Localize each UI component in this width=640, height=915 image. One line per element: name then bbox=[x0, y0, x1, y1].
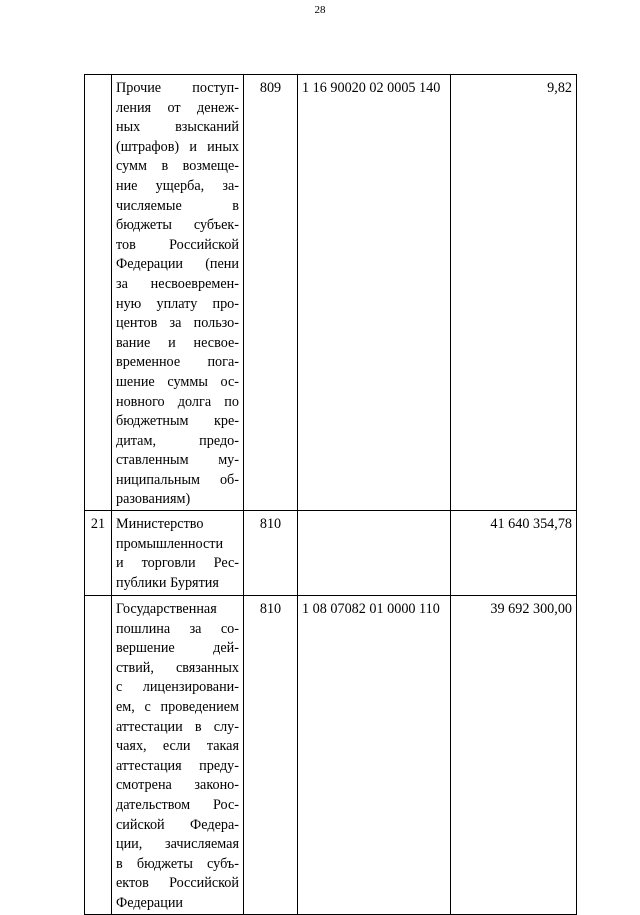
name-line: публики Бурятия bbox=[116, 574, 219, 591]
amount-cell: 9,82 bbox=[451, 75, 577, 511]
name-line: аттестация преду- bbox=[116, 757, 239, 774]
budget-code-cell: 1 16 90020 02 0005 140 bbox=[298, 75, 451, 511]
name-line: числяемые в bbox=[116, 197, 239, 214]
name-line: аттестации в слу- bbox=[116, 718, 239, 735]
name-line: ствий, связанных bbox=[116, 659, 239, 676]
name-line: новного долга по bbox=[116, 393, 239, 410]
name-line: дитам, предо- bbox=[116, 432, 239, 449]
budget-code-cell bbox=[298, 511, 451, 596]
budget-code-cell: 1 08 07082 01 0000 110 bbox=[298, 596, 451, 915]
revenue-name-cell bbox=[112, 596, 244, 915]
name-line: разованиям) bbox=[116, 491, 191, 508]
name-line: ления от денеж- bbox=[116, 99, 239, 116]
name-line: Государственная bbox=[116, 601, 217, 618]
name-line: чаях, если такая bbox=[116, 738, 239, 755]
name-line: Министерство bbox=[116, 516, 204, 533]
admin-code-cell: 810 bbox=[244, 511, 298, 596]
name-line: вершение дей- bbox=[116, 640, 239, 657]
name-line: за несвоевремен- bbox=[116, 275, 239, 292]
name-line: ных взысканий bbox=[116, 119, 239, 136]
name-line: ную уплату про- bbox=[116, 295, 239, 312]
page-number: 28 bbox=[314, 4, 326, 16]
amount-cell: 39 692 300,00 bbox=[451, 596, 577, 915]
name-line: сийской Федера- bbox=[116, 816, 239, 833]
name-line: тов Российской bbox=[116, 236, 239, 253]
name-line: ектов Российской bbox=[116, 875, 239, 892]
row-number-cell bbox=[85, 596, 112, 915]
name-line: бюджеты субъек- bbox=[116, 217, 239, 234]
amount-cell: 41 640 354,78 bbox=[451, 511, 577, 596]
name-line: Федерации (пени bbox=[116, 256, 239, 273]
name-line: вание и несвое- bbox=[116, 334, 239, 351]
name-line: смотрена законо- bbox=[116, 777, 239, 794]
revenue-name-cell bbox=[112, 511, 244, 596]
name-line: сумм в возмеще- bbox=[116, 158, 239, 175]
row-number-cell bbox=[85, 75, 112, 511]
name-line: ставленным му- bbox=[116, 452, 239, 469]
admin-code-cell: 810 bbox=[244, 596, 298, 915]
name-line: с лицензировани- bbox=[116, 679, 239, 696]
table-row bbox=[85, 511, 577, 596]
name-line: шение суммы ос- bbox=[116, 373, 239, 390]
revenue-name-cell bbox=[112, 75, 244, 511]
revenue-table bbox=[84, 74, 577, 915]
name-line: ем, с проведением bbox=[116, 699, 239, 716]
row-number-cell: 21 bbox=[85, 511, 112, 596]
name-line: временное пога- bbox=[116, 354, 239, 371]
admin-code-cell: 809 bbox=[244, 75, 298, 511]
name-line: дательством Рос- bbox=[116, 797, 239, 813]
name-line: в бюджеты субъ- bbox=[116, 855, 239, 872]
name-line: ние ущерба, за- bbox=[116, 177, 239, 194]
name-line: ниципальным об- bbox=[116, 471, 239, 488]
name-line: центов за пользо- bbox=[116, 315, 239, 332]
name-line: и торговли Рес- bbox=[116, 555, 239, 572]
table-row bbox=[85, 75, 577, 511]
name-line: (штрафов) и иных bbox=[116, 138, 239, 155]
name-line: промышленности bbox=[116, 535, 224, 552]
name-line: пошлина за со- bbox=[116, 620, 239, 637]
name-line: ции, зачисляемая bbox=[116, 836, 239, 853]
name-line: бюджетным кре- bbox=[116, 413, 239, 430]
table-row bbox=[85, 596, 577, 915]
name-line: Федерации bbox=[116, 894, 184, 911]
name-line: Прочие поступ- bbox=[116, 80, 239, 96]
